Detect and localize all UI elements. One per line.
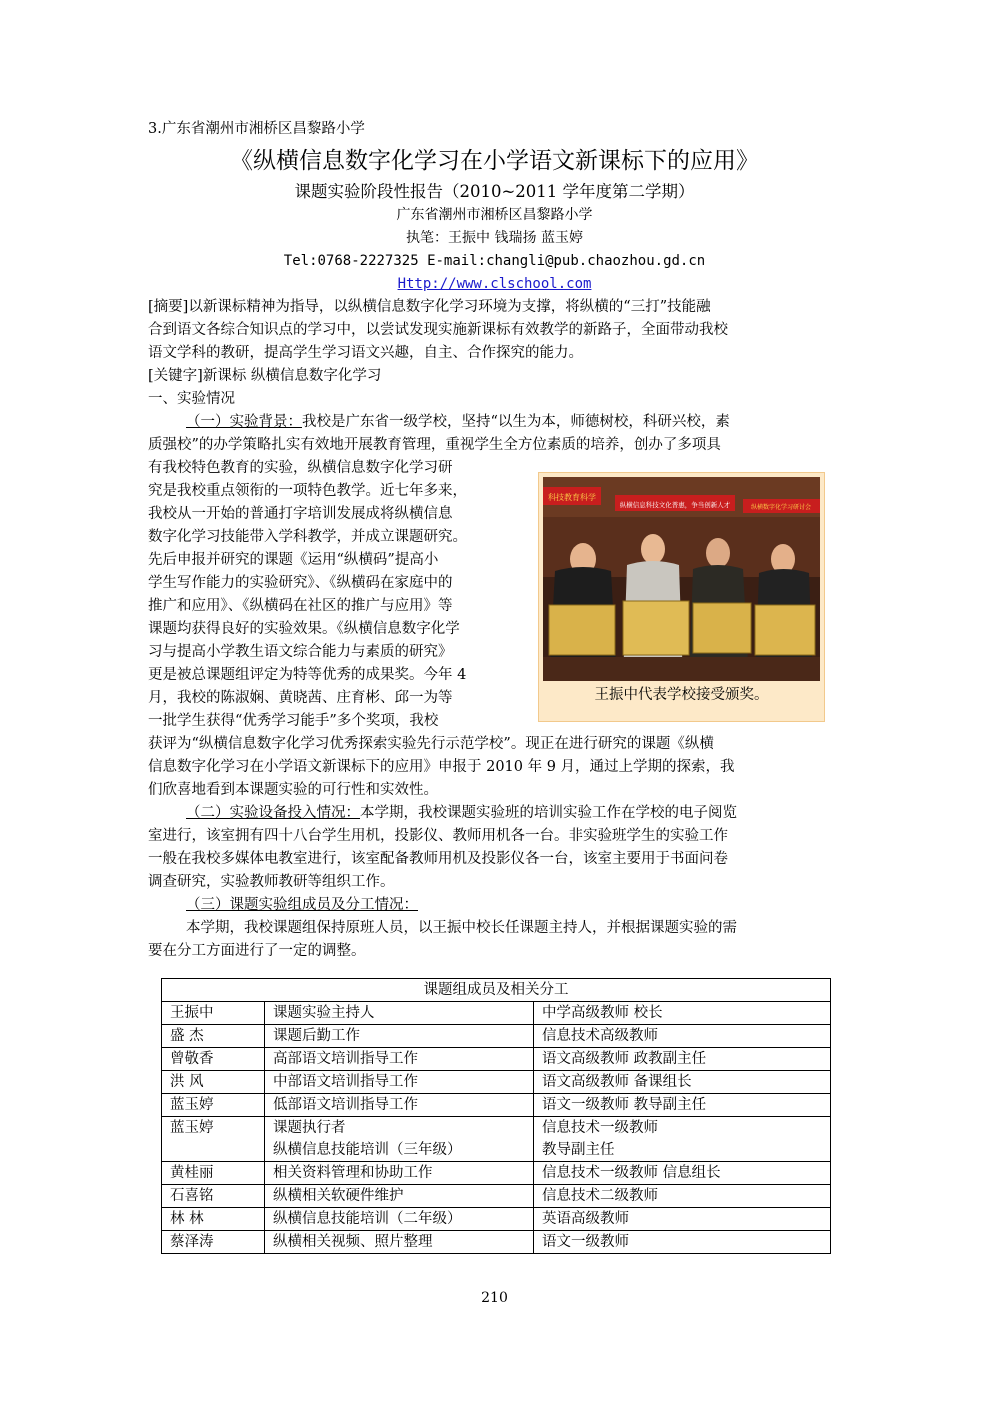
member-name	[162, 1025, 265, 1048]
wrapped-line: 数字化学习技能带入学科教学，并成立课题研究。	[148, 529, 467, 545]
contact-info: Tel:0768-2227325 E-mail:changli@pub.chaozhou.gd.cn	[283, 253, 706, 269]
member-duty-line: 课题实验主持人	[273, 1005, 375, 1021]
document-title: 《纵横信息数字化学习在小学语文新课标下的应用》	[230, 148, 759, 174]
wrapped-line: 推广和应用》、《纵横码在社区的推广与应用》等	[148, 598, 453, 614]
abstract-line-3: 语文学科的教研，提高学生学习语文兴趣，自主、合作探究的能力。	[148, 345, 583, 361]
member-duty	[265, 1025, 534, 1048]
wrapped-line: 先后申报并研究的课题《运用“纵横码”提高小	[148, 552, 439, 568]
school-name: 广东省潮州市湘桥区昌黎路小学	[396, 207, 593, 223]
table-row	[162, 1094, 831, 1117]
member-name-line: 洪 风	[170, 1074, 204, 1090]
section-heading-1: 一、实验情况	[148, 391, 235, 407]
background-text: 我校是广东省一级学校，坚持“以生为本，师德树校，科研兴校，素	[302, 414, 730, 430]
equipment-line: 室进行，该室拥有四十八台学生用机，投影仪、教师用机各一台。非实验班学生的实验工作	[148, 828, 728, 844]
member-title-line: 中学高级教师 校长	[542, 1005, 663, 1021]
member-duty-line: 高部语文培训指导工作	[273, 1051, 418, 1067]
member-name	[162, 1048, 265, 1071]
member-title	[534, 1208, 831, 1231]
member-title-line: 英语高级教师	[542, 1211, 629, 1227]
award-photo-frame	[538, 472, 825, 722]
member-name	[162, 1231, 265, 1254]
member-title	[534, 1025, 831, 1048]
table-row	[162, 1025, 831, 1048]
wrapped-line: 我校从一开始的普通打字培训发展成将纵横信息	[148, 506, 453, 522]
wrapped-line: 习与提高小学教生语文综合能力与素质的研究》	[148, 644, 453, 660]
member-name-line: 蓝玉婷	[170, 1120, 214, 1136]
wrapped-line: 一批学生获得“优秀学习能手”多个奖项，我校	[148, 713, 439, 729]
member-name	[162, 1002, 265, 1025]
photo-caption: 王振中代表学校接受颁奖。	[594, 687, 769, 703]
table-row	[162, 1117, 831, 1162]
member-name	[162, 1208, 265, 1231]
wrapped-line: 有我校特色教育的实验，纵横信息数字化学习研	[148, 460, 453, 476]
member-title-line: 语文高级教师 政教副主任	[542, 1051, 707, 1067]
member-duty	[265, 1002, 534, 1025]
wrapped-line: 学生写作能力的实验研究》、《纵横码在家庭中的	[148, 575, 453, 591]
member-name-line: 蔡泽涛	[170, 1234, 214, 1250]
table-row	[162, 1185, 831, 1208]
section-number: 3.广东省潮州市湘桥区昌黎路小学	[148, 121, 365, 137]
member-title	[534, 1048, 831, 1071]
banner-text-3: 纵横数字化学习研讨会	[750, 504, 812, 511]
abstract-line-1: [摘要]以新课标精神为指导，以纵横信息数字化学习环境为支撑，将纵横的“三打”技能融	[148, 299, 711, 315]
member-name-line: 蓝玉婷	[170, 1097, 214, 1113]
table-caption: 课题组成员及相关分工	[162, 979, 831, 1002]
authors: 执笔：王振中 钱瑞扬 蓝玉婷	[406, 230, 583, 246]
member-duty-line: 课题执行者	[273, 1120, 346, 1136]
member-duty-line: 纵横相关视频、照片整理	[273, 1234, 433, 1250]
member-duty	[265, 1117, 534, 1162]
wrapped-line: 课题均获得良好的实验效果。《纵横信息数字化学	[148, 621, 460, 637]
banner-text-1: 科技教育科学	[548, 493, 596, 502]
wrapped-line: 月，我校的陈淑娴、黄晓茜、庄育彬、邱一为等	[148, 690, 453, 706]
team-line: 要在分工方面进行了一定的调整。	[148, 943, 366, 959]
background-paragraph-first	[186, 411, 730, 433]
wrapped-line: 究是我校重点领衔的一项特色教学。近七年多来，	[148, 483, 467, 499]
member-name-line: 王振中	[170, 1005, 214, 1021]
member-title-line: 语文一级教师	[542, 1234, 629, 1250]
member-title-line: 信息技术一级教师 信息组长	[542, 1165, 721, 1181]
member-duty-line: 低部语文培训指导工作	[273, 1097, 418, 1113]
member-title-line: 教导副主任	[542, 1142, 615, 1158]
member-name	[162, 1094, 265, 1117]
member-name	[162, 1117, 265, 1162]
banner-text-2: 纵横信息科技文化普惠，争当创新人才	[619, 501, 731, 509]
table-row	[162, 1048, 831, 1071]
member-duty-line: 中部语文培训指导工作	[273, 1074, 418, 1090]
award-ceremony-photo	[543, 477, 820, 681]
member-duty	[265, 1071, 534, 1094]
equipment-text: 本学期，我校课题实验班的培训实验工作在学校的电子阅览	[360, 805, 737, 821]
equipment-paragraph-first	[186, 802, 737, 824]
member-duty	[265, 1231, 534, 1254]
member-duty-line: 纵横相关软硬件维护	[273, 1188, 404, 1204]
table-row	[162, 1208, 831, 1231]
background-line: 质强校”的办学策略扎实有效地开展教育管理，重视学生全方位素质的培养，创办了多项具	[148, 437, 721, 453]
member-duty	[265, 1162, 534, 1185]
school-url-link[interactable]: Http://www.clschool.com	[397, 276, 592, 292]
equipment-line: 调查研究，实验教师教研等组织工作。	[148, 874, 395, 890]
member-name	[162, 1071, 265, 1094]
table-row	[162, 1002, 831, 1025]
background-tail-line: 获评为“纵横信息数字化学习优秀探索实验先行示范学校”。现正在进行研究的课题《纵横	[148, 736, 714, 752]
equipment-line: 一般在我校多媒体电教室进行，该室配备教师用机及投影仪各一台，该室主要用于书面问卷	[148, 851, 728, 867]
table-row	[162, 1231, 831, 1254]
member-duty-line: 纵横信息技能培训（三年级）	[273, 1142, 462, 1158]
member-title	[534, 1231, 831, 1254]
member-title-line: 语文一级教师 教导副主任	[542, 1097, 707, 1113]
abstract-line-2: 合到语文各综合知识点的学习中，以尝试发现实施新课标有效教学的新路子，全面带动我校	[148, 322, 728, 338]
member-name-line: 黄桂丽	[170, 1165, 214, 1181]
award-ceremony-illustration	[543, 477, 820, 681]
member-duty-line: 相关资料管理和协助工作	[273, 1165, 433, 1181]
member-name-line: 曾敬香	[170, 1051, 214, 1067]
background-tail-line: 信息数字化学习在小学语文新课标下的应用》申报于 2010 年 9 月，通过上学期的探索，我	[148, 759, 735, 775]
report-subtitle: 课题实验阶段性报告（2010~2011 学年度第二学期）	[294, 182, 695, 201]
team-line: 本学期，我校课题组保持原班人员，以王振中校长任课题主持人，并根据课题实验的需	[186, 920, 737, 936]
table-row	[162, 1162, 831, 1185]
keywords: [关键字]新课标 纵横信息数字化学习	[148, 368, 382, 384]
member-name	[162, 1162, 265, 1185]
background-tail-line: 们欣喜地看到本课题实验的可行性和实效性。	[148, 782, 438, 798]
member-title-line: 信息技术一级教师	[542, 1120, 658, 1136]
member-title	[534, 1002, 831, 1025]
member-name-line: 林 林	[170, 1211, 204, 1227]
equipment-heading: （二）实验设备投入情况：	[186, 805, 360, 821]
background-heading: （一）实验背景：	[186, 414, 302, 430]
table-row	[162, 1071, 831, 1094]
team-members-table	[161, 978, 831, 1254]
member-title	[534, 1094, 831, 1117]
member-duty-line: 纵横信息技能培训（二年级）	[273, 1211, 462, 1227]
member-duty	[265, 1208, 534, 1231]
page-number: 210	[481, 1290, 508, 1306]
member-title-line: 信息技术二级教师	[542, 1188, 658, 1204]
member-title	[534, 1162, 831, 1185]
member-title	[534, 1117, 831, 1162]
member-title	[534, 1071, 831, 1094]
team-heading: （三）课题实验组成员及分工情况：	[186, 897, 418, 913]
member-name-line: 盛 杰	[170, 1028, 204, 1044]
wrapped-line: 更是被总课题组评定为特等优秀的成果奖。今年 4	[148, 667, 467, 683]
member-name	[162, 1185, 265, 1208]
member-duty	[265, 1048, 534, 1071]
member-title-line: 语文高级教师 备课组长	[542, 1074, 692, 1090]
member-duty-line: 课题后勤工作	[273, 1028, 360, 1044]
member-title	[534, 1185, 831, 1208]
member-title-line: 信息技术高级教师	[542, 1028, 658, 1044]
member-duty	[265, 1094, 534, 1117]
member-duty	[265, 1185, 534, 1208]
member-name-line: 石喜铭	[170, 1188, 214, 1204]
